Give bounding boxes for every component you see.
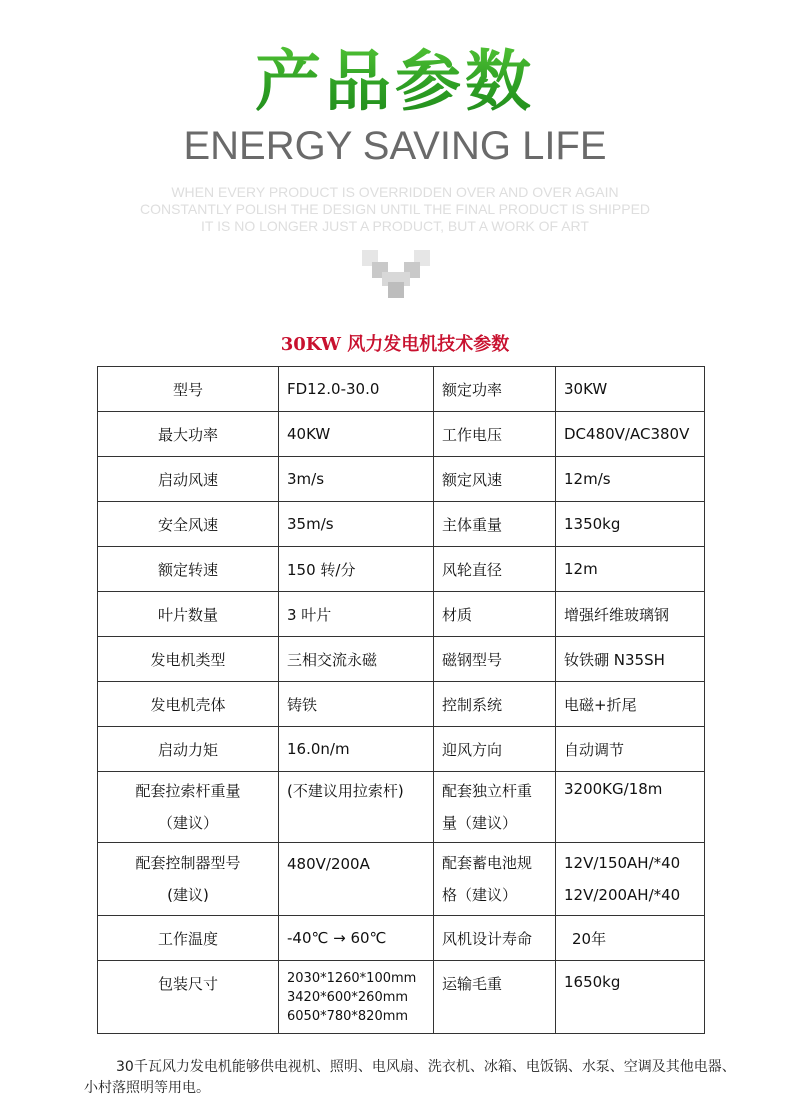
spec-value: 增强纤维玻璃钢 [556,592,705,637]
table-row [98,457,705,502]
spec-label: 额定功率 [434,367,556,412]
page-title: 产品参数 [0,28,790,123]
table-row [98,592,705,637]
spec-label: 包装尺寸 [98,961,279,1034]
tagline-line: WHEN EVERY PRODUCT IS OVERRIDDEN OVER AND OVER AGAIN [171,184,619,200]
spec-table [97,366,705,1034]
spec-value: 30KW [556,367,705,412]
spec-label: 启动力矩 [98,727,279,772]
spec-label: 控制系统 [434,682,556,727]
table-row [98,916,705,961]
spec-value: 16.0n/m [279,727,434,772]
table-row [98,547,705,592]
table-row [98,727,705,772]
table-title: 30KW 风力发电机技术参数 [280,334,510,355]
spec-label-line: 量（建议） [442,814,518,832]
spec-label: 叶片数量 [98,592,279,637]
spec-value: 自动调节 [556,727,705,772]
spec-value: 12m [556,547,705,592]
spec-label: 安全风速 [98,502,279,547]
tagline-block [0,184,790,235]
table-row [98,367,705,412]
table-row [98,502,705,547]
tagline-line: IT IS NO LONGER JUST A PRODUCT, BUT A WORK OF ART [201,218,589,234]
spec-label-line: 配套拉索杆重量 [135,782,241,800]
spec-value [279,961,434,1034]
spec-label: 额定风速 [434,457,556,502]
spec-value: 20年 [556,916,705,961]
table-row [98,637,705,682]
spec-label: 额定转速 [98,547,279,592]
spec-value-line: 12V/200AH/*40 [564,886,681,904]
spec-value: 3m/s [279,457,434,502]
spec-label: 主体重量 [434,502,556,547]
spec-value: 3 叶片 [279,592,434,637]
table-row [98,412,705,457]
spec-value: -40℃ → 60℃ [279,916,434,961]
spec-label-line: 配套独立杆重 [442,782,533,800]
table-row [98,961,705,1034]
spec-value: 35m/s [279,502,434,547]
table-row [98,682,705,727]
table-row [98,772,705,843]
spec-label: 磁钢型号 [434,637,556,682]
spec-label-line: 格（建议） [442,886,518,904]
spec-label-line: （建议） [157,814,218,832]
spec-label: 运输毛重 [434,961,556,1034]
spec-value: 150 转/分 [279,547,434,592]
tagline-line: CONSTANTLY POLISH THE DESIGN UNTIL THE FINAL PRODUCT IS SHIPPED [139,201,651,217]
spec-label: 最大功率 [98,412,279,457]
spec-label [434,843,556,916]
chevron-down-icon [362,250,430,300]
spec-label: 风机设计寿命 [434,916,556,961]
spec-value: 1350kg [556,502,705,547]
spec-value: DC480V/AC380V [556,412,705,457]
spec-label-line: (建议) [167,886,209,904]
spec-value-line: 3420*600*260mm [287,989,409,1005]
spec-value: 电磁+折尾 [556,682,705,727]
spec-label: 发电机壳体 [98,682,279,727]
spec-value [556,843,705,916]
spec-label: 发电机类型 [98,637,279,682]
spec-label [98,843,279,916]
spec-value-line: 12V/150AH/*40 [564,854,681,872]
spec-label-line: 配套蓄电池规 [442,854,533,872]
spec-value: 480V/200A [279,843,434,916]
spec-value: (不建议用拉索杆) [279,772,434,843]
spec-label [98,772,279,843]
spec-value: FD12.0-30.0 [279,367,434,412]
spec-label: 材质 [434,592,556,637]
spec-value-line: 2030*1260*100mm [287,970,417,986]
spec-value: 3200KG/18m [556,772,705,843]
spec-label: 启动风速 [98,457,279,502]
spec-label-line: 配套控制器型号 [135,854,241,872]
spec-label: 迎风方向 [434,727,556,772]
table-row [98,843,705,916]
spec-value-line: 6050*780*820mm [287,1008,409,1024]
spec-value: 三相交流永磁 [279,637,434,682]
spec-value: 钕铁硼 N35SH [556,637,705,682]
spec-label: 风轮直径 [434,547,556,592]
description-paragraph: 30千瓦风力发电机能够供电视机、照明、电风扇、洗衣机、冰箱、电饭锅、水泵、空调及其他电器、小村落照明等用电。 [84,1059,736,1096]
page-subtitle: ENERGY SAVING LIFE [183,124,607,168]
spec-value: 铸铁 [279,682,434,727]
spec-value: 40KW [279,412,434,457]
spec-value: 12m/s [556,457,705,502]
spec-label: 工作温度 [98,916,279,961]
spec-label [434,772,556,843]
spec-label: 工作电压 [434,412,556,457]
spec-label: 型号 [98,367,279,412]
spec-value: 1650kg [556,961,705,1034]
